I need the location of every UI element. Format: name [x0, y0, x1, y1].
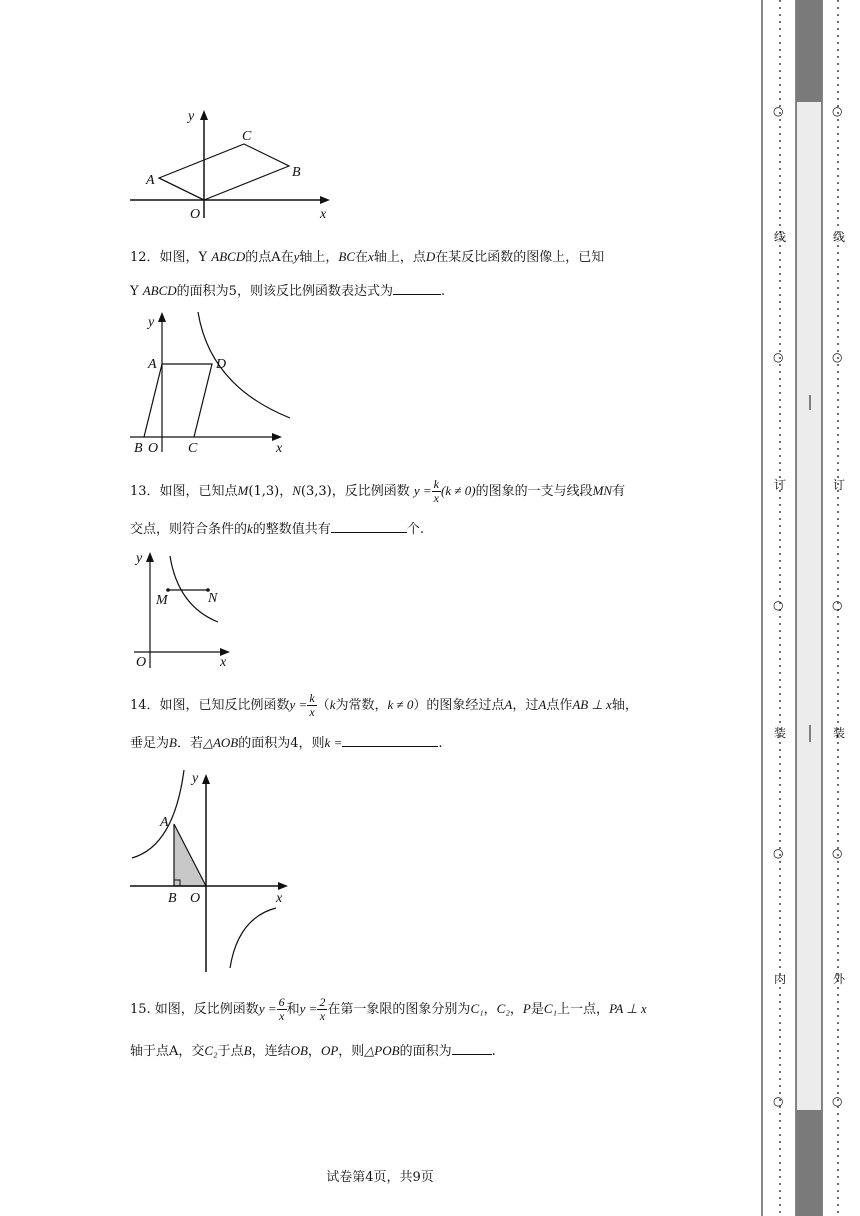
fig13-label-x: x [220, 655, 227, 670]
margin-mark-inside: 内 [774, 972, 787, 986]
question-13-line-1: 13．如图，已知点M(1,3)，N(3,3)，反比例函数 y = $\frac{k}{x}$ (k ≠ 0)的图象的一支与线段MN有 [130, 477, 626, 505]
fig11-label-x: x [320, 207, 327, 222]
fig13-label-y: y [136, 551, 143, 566]
fig12-label-a: A [148, 357, 157, 372]
fig11-label-b: B [292, 165, 301, 180]
fraction-k-over-x-2: $\frac{k}{x}$ [309, 691, 315, 719]
margin-circle: ○ [832, 598, 843, 612]
fig14-label-y: y [192, 771, 199, 786]
margin-mark-line: 线 [774, 230, 787, 244]
fig13-label-o: O [136, 655, 147, 670]
fig13-label-n: N [208, 591, 218, 606]
question-12-line-1: 12．如图，Y ABCD的点A在y轴上，BC在x轴上，点D在某反比函数的图像上，已知 [130, 249, 605, 265]
fig14-label-o: O [190, 891, 201, 906]
fig11-label-c: C [242, 129, 252, 144]
margin-circle: ○ [773, 846, 784, 860]
margin-circle: ○ [832, 104, 843, 118]
binding-margin [758, 0, 860, 1216]
answer-blank-13[interactable] [331, 520, 407, 533]
page-footer: 试卷第4页，共9页 [326, 1170, 434, 1185]
figure-12 [126, 306, 296, 458]
answer-blank-14[interactable] [342, 734, 438, 747]
answer-blank-12[interactable] [393, 282, 441, 295]
fig11-label-a: A [146, 173, 155, 188]
fig12-label-y: y [148, 315, 155, 330]
figure-11 [126, 106, 336, 224]
fig12-label-d: D [216, 357, 227, 372]
margin-mark-outside: 外 [833, 972, 846, 986]
margin-mark-line-outer: 线 [833, 230, 846, 244]
question-13-line-2: 交点，则符合条件的k的整数值共有 个. [130, 521, 424, 537]
question-15-line-2: 轴于点A，交C₂于点B，连结OB，OP，则△POB的面积为 . [130, 1043, 496, 1059]
fig14-label-x: x [276, 891, 283, 906]
question-15-line-1: 15. 如图，反比例函数y = $\frac{6}{x}$ 和y = $\frac{2}{x}$ 在第一象限的图象分别为C₁，C₂，P是C₁上一点，PA ⊥ x [130, 995, 647, 1023]
fig12-label-b: B [134, 441, 143, 456]
margin-circle: ○ [773, 104, 784, 118]
answer-blank-15[interactable] [452, 1042, 492, 1055]
fig14-label-a: A [160, 815, 169, 830]
margin-circle: ○ [773, 1094, 784, 1108]
margin-circle: ○ [773, 598, 784, 612]
fig12-label-c: C [188, 441, 198, 456]
fraction-2-over-x: $\frac{2}{x}$ [319, 995, 326, 1023]
fig11-label-y: y [188, 109, 195, 124]
margin-mark-bind: 订 [774, 478, 787, 492]
fig11-label-o: O [190, 207, 201, 222]
fig14-label-b: B [168, 891, 177, 906]
fig12-label-o: O [148, 441, 159, 456]
margin-circle: ○ [832, 350, 843, 364]
margin-mark-staple: 装 [774, 726, 787, 740]
margin-circle: ○ [832, 1094, 843, 1108]
margin-mark-staple-outer: 装 [833, 726, 846, 740]
margin-mark-bind-outer: 订 [833, 478, 846, 492]
margin-circle: ○ [773, 350, 784, 364]
fraction-k-over-x: $\frac{k}{x}$ [433, 477, 439, 505]
question-14-line-2: 垂足为B．若△AOB的面积为4，则k = . [130, 735, 443, 751]
question-14-line-1: 14．如图，已知反比例函数y = $\frac{k}{x}$ （k为常数，k ≠ 0）的图象经过点A，过A点作AB ⊥ x轴， [130, 691, 638, 719]
figure-14 [126, 766, 296, 976]
margin-circle: ○ [832, 846, 843, 860]
question-12-line-2: Y ABCD的面积为5，则该反比例函数表达式为 . [130, 283, 446, 299]
fig13-label-m: M [156, 593, 168, 608]
fig12-label-x: x [276, 441, 283, 456]
figure-13 [132, 548, 242, 670]
fraction-6-over-x: $\frac{6}{x}$ [278, 995, 285, 1023]
